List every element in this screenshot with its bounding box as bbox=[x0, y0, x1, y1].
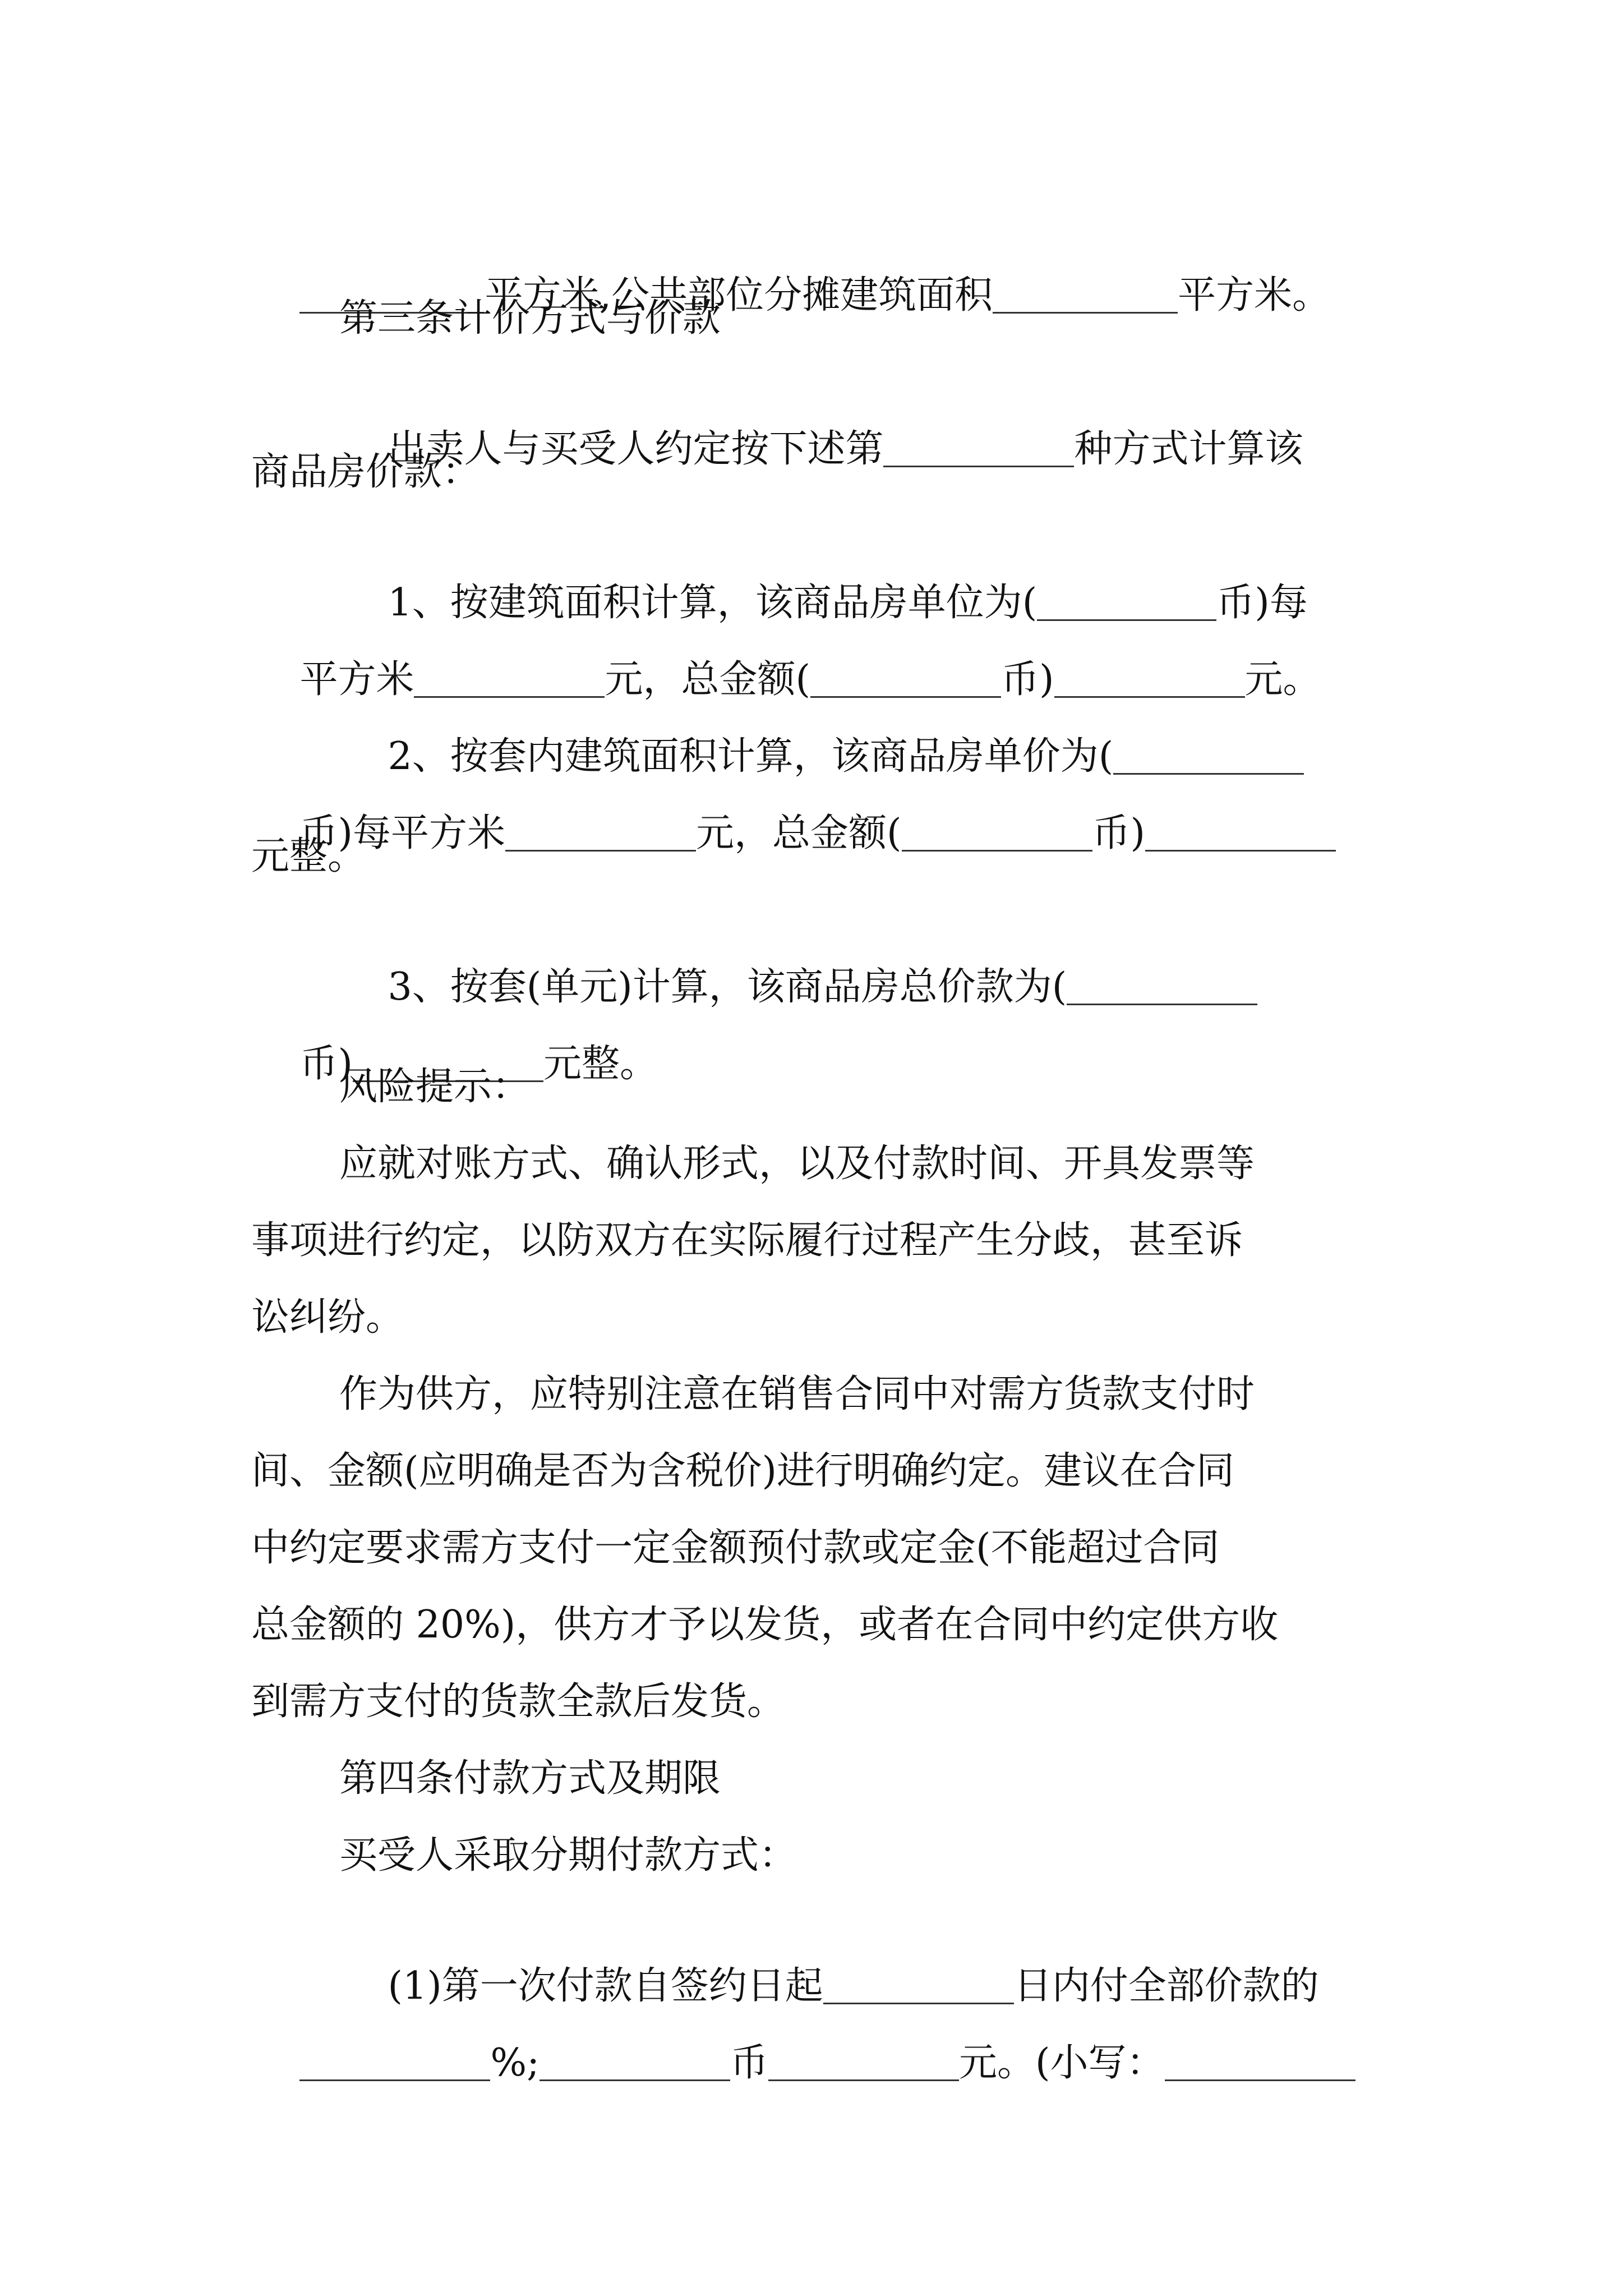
text-segment: 出卖人与买受人约定按下述第 bbox=[388, 427, 884, 471]
text-segment: 币) bbox=[1092, 811, 1146, 855]
text-segment: 元。(小写： bbox=[959, 2041, 1165, 2085]
blank-field[interactable] bbox=[1145, 816, 1336, 852]
risk-paragraph-1-line-3: 讼纠纷。 bbox=[251, 1295, 404, 1340]
text-segment: %; bbox=[490, 2041, 540, 2085]
text-segment: 种方式计算该 bbox=[1074, 427, 1303, 471]
risk-paragraph-2-line-3: 中约定要求需方支付一定金额预付款或定金(不能超过合同 bbox=[251, 1526, 1220, 1570]
blank-field[interactable] bbox=[768, 2046, 959, 2081]
text-segment: 币)每 bbox=[1216, 581, 1308, 625]
text-segment: 元，总金额( bbox=[605, 657, 811, 702]
line-pricing-method bbox=[339, 369, 1303, 530]
text-segment: 平方米。 bbox=[1178, 273, 1331, 318]
line-option-2-end: 元整。 bbox=[251, 834, 366, 878]
line-installment: 买受人采取分期付款方式： bbox=[339, 1833, 797, 1878]
blank-field[interactable] bbox=[902, 816, 1092, 852]
text-segment: 1、按建筑面积计算，该商品房单位为( bbox=[388, 581, 1038, 625]
line-price-label: 商品房价款： bbox=[251, 450, 481, 494]
blank-field[interactable] bbox=[883, 432, 1074, 467]
article-3-heading: 第三条计价方式与价款 bbox=[339, 296, 721, 341]
text-segment: 元。 bbox=[1244, 657, 1321, 702]
text-segment: 币)每平方米 bbox=[299, 811, 505, 855]
blank-field[interactable] bbox=[505, 816, 696, 852]
line-option-2-cont bbox=[251, 753, 1336, 914]
text-segment: 币 bbox=[730, 2041, 769, 2085]
text-segment: 日内付全部价款的 bbox=[1013, 1964, 1319, 2008]
blank-field[interactable] bbox=[993, 278, 1178, 314]
text-segment: 平方米 bbox=[299, 657, 414, 702]
text-segment: 2、按套内建筑面积计算，该商品房单价为( bbox=[388, 734, 1114, 779]
text-segment: (1)第一次付款自签约日起 bbox=[388, 1964, 823, 2008]
risk-paragraph-2-line-4: 总金额的 20%)，供方才予以发货，或者在合同中约定供方收 bbox=[251, 1603, 1279, 1647]
risk-paragraph-2-line-5: 到需方支付的货款全款后发货。 bbox=[251, 1680, 786, 1724]
line-first-payment-cont bbox=[251, 1982, 1355, 2144]
blank-field[interactable] bbox=[540, 2046, 730, 2081]
risk-paragraph-1-line-1: 应就对账方式、确认形式，以及付款时间、开具发票等 bbox=[339, 1142, 1255, 1186]
blank-field[interactable] bbox=[299, 2046, 490, 2081]
text-segment: 平方米,公共部位分摊建筑面积 bbox=[485, 273, 993, 318]
article-4-heading: 第四条付款方式及期限 bbox=[339, 1756, 721, 1801]
risk-paragraph-2-line-2: 间、金额(应明确是否为含税价)进行明确约定。建议在合同 bbox=[251, 1449, 1235, 1493]
risk-paragraph-1-line-2: 事项进行约定，以防双方在实际履行过程产生分歧，甚至诉 bbox=[251, 1218, 1243, 1263]
text-segment: 币) bbox=[299, 1042, 353, 1086]
risk-notice-heading: 风险提示： bbox=[339, 1065, 531, 1109]
text-segment: 币) bbox=[1001, 657, 1054, 702]
risk-paragraph-2-line-1: 作为供方，应特别注意在销售合同中对需方货款支付时 bbox=[339, 1372, 1255, 1416]
text-segment: 3、按套(单元)计算，该商品房总价款为( bbox=[388, 965, 1067, 1009]
blank-field[interactable] bbox=[1165, 2046, 1355, 2081]
blank-field[interactable] bbox=[1067, 970, 1257, 1005]
text-segment: 元整。 bbox=[543, 1042, 658, 1086]
text-segment: 元，总金额( bbox=[696, 811, 902, 855]
